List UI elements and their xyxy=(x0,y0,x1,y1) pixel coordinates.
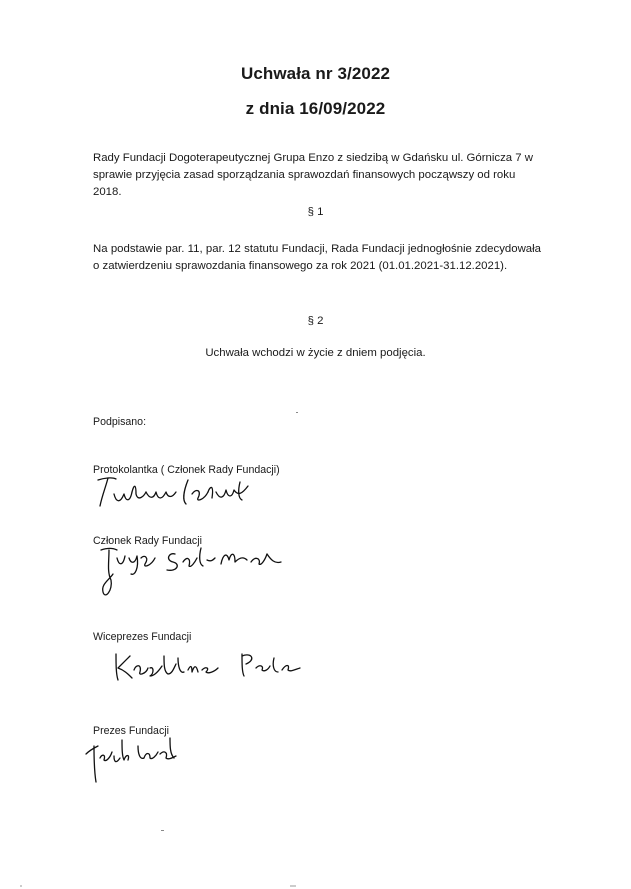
handwritten-signature-4-icon xyxy=(84,736,184,786)
handwritten-signature-3-icon xyxy=(110,648,310,684)
signatory-role-4: Prezes Fundacji xyxy=(93,725,169,737)
signatory-role-1: Protokolantka ( Członek Rady Fundacji) xyxy=(93,464,280,476)
section-1-text: Na podstawie par. 11, par. 12 statutu Fundacji, Rada Fundacji jednogłośnie zdecydowała o zatwierdzeniu sprawozdania finansowego za rok 2021 (01.01.2021-31.12.2021). xyxy=(93,243,541,272)
scan-speck xyxy=(161,830,164,831)
scan-speck xyxy=(296,412,298,413)
resolution-title: Uchwała nr 3/2022 xyxy=(240,64,391,83)
handwritten-signature-1-icon xyxy=(92,472,262,512)
resolution-date: z dnia 16/09/2022 xyxy=(245,99,386,118)
signed-heading: Podpisano: xyxy=(93,416,147,428)
section-2-heading: § 2 xyxy=(307,315,324,327)
handwritten-signature-2-icon xyxy=(95,540,295,604)
section-1-heading: § 1 xyxy=(307,206,324,218)
section-2-text: Uchwała wchodzi w życie z dniem podjęcia. xyxy=(205,347,426,359)
signatory-role-2: Członek Rady Fundacji xyxy=(93,535,202,547)
signatory-role-3: Wiceprezes Fundacji xyxy=(93,631,192,643)
page-bottom-edge xyxy=(0,884,631,889)
intro-paragraph: Rady Fundacji Dogoterapeutycznej Grupa Enzo z siedzibą w Gdańsku ul. Górnicza 7 w sprawie przyjęcia zasad sporządzania sprawozdań finansowych począwszy od roku 2018. xyxy=(93,152,534,198)
